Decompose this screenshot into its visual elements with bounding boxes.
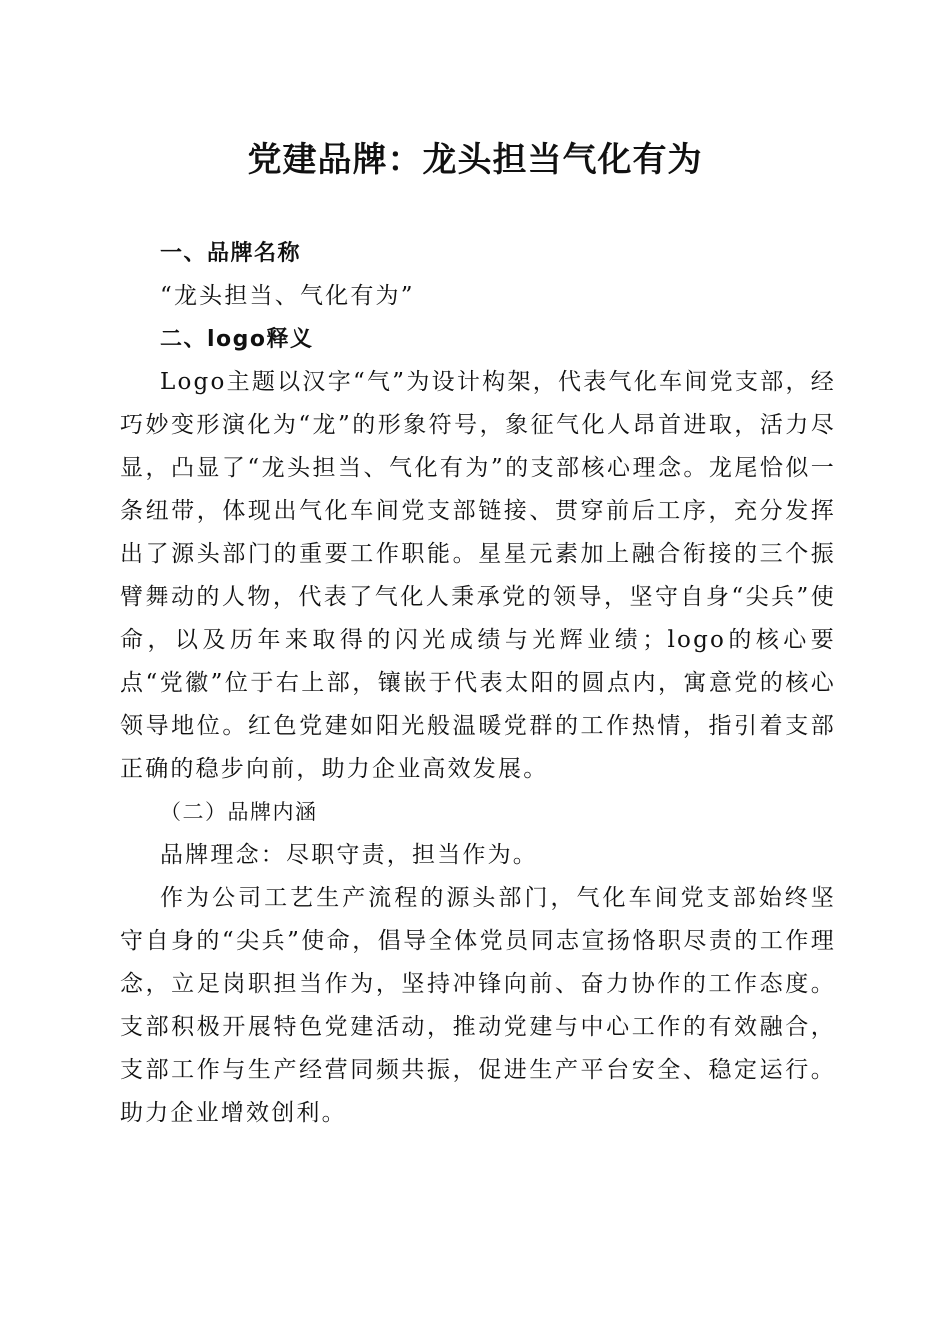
logo-explanation-paragraph: Logo主题以汉字“气”为设计构架，代表气化车间党支部，经巧妙变形演化为“龙”的形象符号，象征气化人昂首进取，活力尽显，凸显了“龙头担当、气化有为”的支部核心理念。龙尾恰似一条纽带，体现出气化车间党支部链接、贯穿前后工序，充分发挥出了源头部门的重要工作职能。星星元素加上融合衔接的三个振臂舞动的人物，代表了气化人秉承党的领导，坚守自身“尖兵”使命，以及历年来取得的闪光成绩与光辉业绩；logo的核心要点“党徽”位于右上部，镶嵌于代表太阳的圆点内，寓意党的核心领导地位。红色党建如阳光般温暖党群的工作热情，指引着支部正确的稳步向前，助力企业高效发展。	[120, 369, 836, 782]
section-heading-connotation: （二）品牌内涵	[160, 800, 318, 824]
brand-name-value: “龙头担当、气化有为”	[160, 283, 415, 309]
section-heading-logo: 二、logo释义	[160, 327, 314, 352]
connotation-paragraph: 作为公司工艺生产流程的源头部门，气化车间党支部始终坚守自身的“尖兵”使命，倡导全体党员同志宣扬恪职尽责的工作理念，立足岗职担当作为，坚持冲锋向前、奋力协作的工作态度。支部积极开展特色党建活动，推动党建与中心工作的有效融合，支部工作与生产经营同频共振，促进生产平台安全、稳定运行。助力企业增效创利。	[120, 885, 836, 1126]
document-body	[120, 232, 836, 1135]
brand-concept-line: 品牌理念：尽职守责，担当作为。	[160, 842, 538, 868]
section-heading-brand-name: 一、品牌名称	[160, 241, 302, 266]
page-title: 党建品牌：龙头担当气化有为	[247, 140, 703, 180]
